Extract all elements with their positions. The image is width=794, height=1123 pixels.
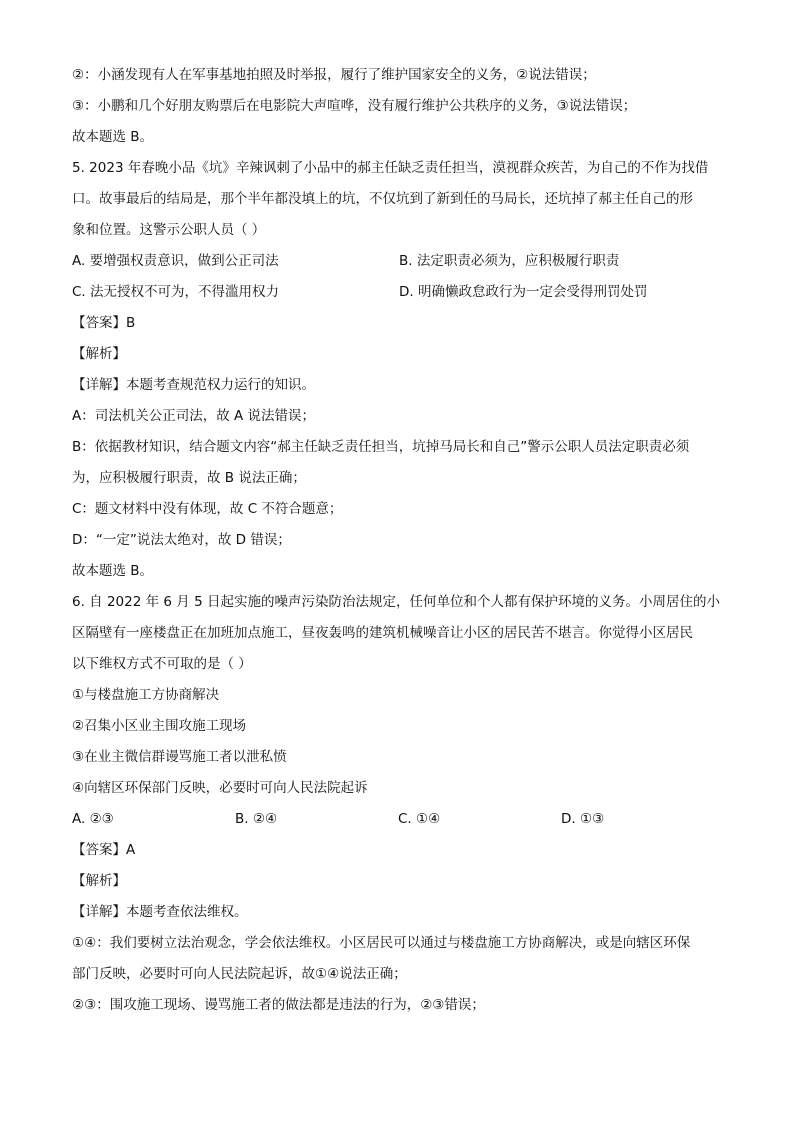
q6-explain-line: ②③：围攻施工现场、谩骂施工者的做法都是违法的行为，②③错误；	[72, 997, 485, 1013]
q6-options-row	[72, 804, 726, 835]
q5-detail: 【详解】本题考查规范权力运行的知识。	[72, 377, 315, 393]
q5-options-row-2	[72, 277, 726, 308]
q5-option-a: A. 要增强权责意识，做到公正司法	[72, 253, 279, 269]
q6-statement: ②召集小区业主围攻施工现场	[72, 718, 247, 734]
q6-option-b: B. ②④	[235, 811, 278, 827]
q5-option-b: B. 法定职责必须为，应积极履行职责	[399, 253, 620, 269]
q5-option-d: D. 明确懒政怠政行为一定会受得刑罚处罚	[399, 284, 648, 300]
q6-answer: 【答案】A	[72, 842, 136, 858]
q6-statement: ④向辖区环保部门反映，必要时可向人民法院起诉	[72, 780, 368, 796]
q5-stem-line: 5. 2023 年春晚小品《坑》辛辣讽刺了小品中的郝主任缺乏责任担当，漠视群众疾苦，为自己的不作为找借	[72, 160, 709, 176]
q5-explain-line: C：题文材料中没有体现，故 C 不符合题意；	[72, 501, 343, 517]
document-page	[72, 60, 726, 1021]
q5-option-c: C. 法无授权不可为，不得滥用权力	[72, 284, 280, 300]
q6-analysis-label: 【解析】	[72, 873, 126, 889]
q5-explain-line: B：依据教材知识，结合题文内容“郝主任缺乏责任担当，坑掉马局长和自己”警示公职人员法定职责必须	[72, 439, 690, 455]
q4-analysis-line-3: ③：小鹏和几个好朋友购票后在电影院大声喧哗，没有履行维护公共秩序的义务，③说法错误；	[72, 98, 637, 114]
q5-explain-line: D：“一定”说法太绝对，故 D 错误；	[72, 532, 291, 548]
q5-stem-line: 象和位置。这警示公职人员（ ）	[72, 222, 266, 238]
q5-explain-line: 为，应积极履行职责，故 B 说法正确；	[72, 470, 306, 486]
q6-explain-line: ①④：我们要树立法治观念，学会依法维权。小区居民可以通过与楼盘施工方协商解决，或是向辖区环保	[72, 935, 691, 951]
q5-conclusion: 故本题选 B。	[72, 563, 154, 579]
q6-option-c: C. ①④	[398, 811, 441, 827]
q6-statement: ③在业主微信群谩骂施工者以泄私愤	[72, 749, 287, 765]
q6-stem-line: 6. 自 2022 年 6 月 5 日起实施的噪声污染防治法规定，任何单位和个人都有保护环境的义务。小周居住的小	[72, 594, 720, 610]
q4-conclusion: 故本题选 B。	[72, 129, 154, 145]
q6-option-a: A. ②③	[72, 811, 114, 827]
q5-explain-line: A：司法机关公正司法，故 A 说法错误；	[72, 408, 316, 424]
q4-analysis-line-2: ②：小涵发现有人在军事基地拍照及时举报，履行了维护国家安全的义务，②说法错误；	[72, 67, 596, 83]
q6-option-d: D. ①③	[561, 811, 605, 827]
q5-stem-line: 口。故事最后的结局是，那个半年都没填上的坑，不仅坑到了新到任的马局长，还坑掉了郝主任自己的形	[72, 191, 693, 207]
q5-answer: 【答案】B	[72, 315, 136, 331]
q5-options-row-1	[72, 246, 726, 277]
q6-stem-line: 区隔壁有一座楼盘正在加班加点施工，昼夜轰鸣的建筑机械噪音让小区的居民苦不堪言。你觉得小区居民	[72, 625, 693, 641]
q6-statement: ①与楼盘施工方协商解决	[72, 687, 220, 703]
q6-explain-line: 部门反映，必要时可向人民法院起诉，故①④说法正确；	[72, 966, 407, 982]
q6-stem-line: 以下维权方式不可取的是（ ）	[72, 656, 252, 672]
q5-analysis-label: 【解析】	[72, 346, 126, 362]
q6-detail: 【详解】本题考查依法维权。	[72, 904, 248, 920]
